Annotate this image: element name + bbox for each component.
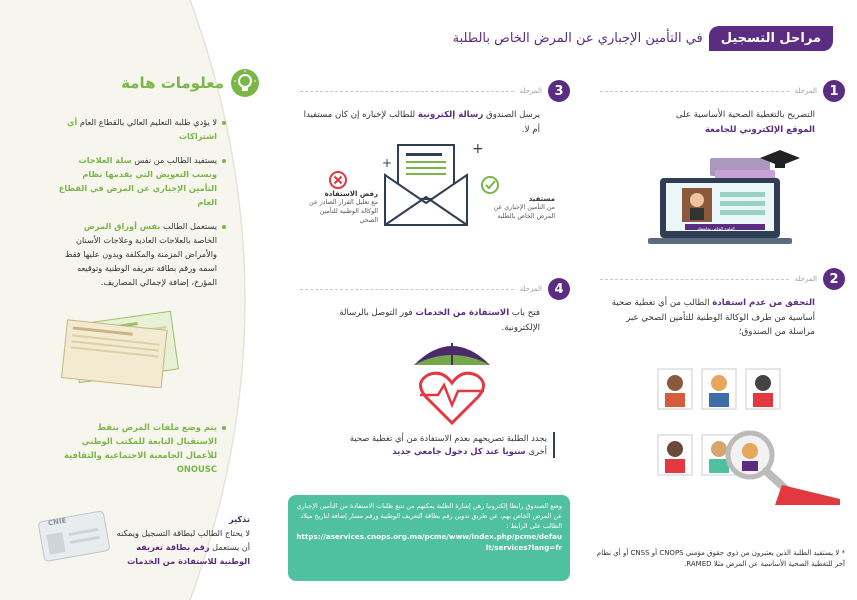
beneficiary-text: من التأمين الإجباري عن المرض الخاص بالطلبة bbox=[493, 204, 555, 220]
header-title: في التأمين الإجباري عن المرض الخاص بالطلبة bbox=[452, 31, 703, 46]
step-3-label: المرحلة bbox=[519, 87, 542, 95]
step-2-label: المرحلة bbox=[794, 275, 817, 283]
step-3-text-after: للطالب لإخباره إن كان مستفيدا أم لا. bbox=[303, 110, 540, 135]
reminder-text: لا يحتاج الطالب لبطاقة التسجيل ويمكنه أن يستعمل bbox=[116, 528, 250, 552]
step-1-number: 1 bbox=[823, 80, 845, 102]
important-item: لا يؤدي طلبة التعليم العالي بالقطاع العام أي اشتراكات bbox=[58, 115, 226, 143]
important-list bbox=[58, 115, 226, 289]
step-3-number: 3 bbox=[548, 80, 570, 102]
refusal-text: مع تعليل القرار الصادر عن الوكالة الوطنية للتأمين الصحي bbox=[309, 199, 378, 224]
step-2-number: 2 bbox=[823, 268, 845, 290]
important-item: يستعمل الطالب نفس أوراق المرض الخاصة بالعلاجات العادية وعلاجات الأسنان والأمراض المزمنة والمكلفة ويدون عليها فقط اسمه ورقم بطاقة تعريفه الوطنية وتوقيعه المؤرخ، إضافة لإجمالي المصاريف. bbox=[58, 219, 226, 289]
step-4-label: المرحلة bbox=[519, 285, 542, 293]
beneficiary-title: مستفيد bbox=[528, 195, 555, 203]
step-4 bbox=[300, 278, 570, 335]
step-2-text: الطالب من أي تغطية صحية أساسية من طرف الوكالة الوطنية للتأمين الصحي عبر مراسلة من الصندوق؛ bbox=[611, 298, 815, 337]
step-4-highlight: الاستفادة من الخدمات bbox=[415, 308, 510, 318]
step-1-label: المرحلة bbox=[794, 87, 817, 95]
step-3-highlight: رسالة إلكترونية bbox=[417, 110, 484, 120]
id-card-icon bbox=[35, 510, 115, 562]
reminder-title: تذكير bbox=[228, 514, 250, 524]
cross-icon bbox=[328, 170, 348, 190]
important-title: معلومات هامة bbox=[121, 74, 224, 92]
step-1 bbox=[600, 80, 845, 137]
page-header bbox=[453, 26, 833, 51]
reminder-highlight: رقم بطاقة تعريفه الوطنية للاستفادة من الخدمات bbox=[127, 542, 250, 566]
medical-forms-illustration bbox=[55, 308, 195, 388]
lightbulb-icon bbox=[230, 68, 260, 98]
refusal-block bbox=[306, 170, 378, 225]
header-badge: مراحل التسجيل bbox=[709, 26, 833, 51]
step-1-highlight: الموقع الإلكتروني للجامعة bbox=[704, 124, 815, 135]
refusal-title: رفض الاستفادة bbox=[324, 190, 378, 198]
step-2 bbox=[600, 268, 845, 340]
step-2-highlight: التحقق من عدم استفادة bbox=[712, 298, 815, 308]
step-3-text-before: يرسل الصندوق bbox=[486, 110, 540, 120]
svg-text:+: + bbox=[472, 141, 484, 157]
annual-text: يجدد الطلبة تصريحهم بعدم الاستفادة من أي تغطية صحية أخرى bbox=[349, 433, 547, 456]
annual-highlight: سنويا عند كل دخول جامعي جديد bbox=[392, 446, 526, 456]
verification-illustration bbox=[650, 365, 850, 505]
important-header bbox=[100, 68, 260, 98]
important-item: يستفيد الطالب من نفس سلة العلاجات ونسب التعويض التي يقدمها نظام التأمين الإجباري عن المرض في القطاع العام bbox=[58, 153, 226, 209]
step-4-number: 4 bbox=[548, 278, 570, 300]
step-1-text: التصريح بالتغطية الصحية الأساسية على bbox=[675, 110, 815, 120]
beneficiary-block bbox=[480, 175, 555, 221]
tracking-info-text: وضع الصندوق رابطا إلكترونيا رهن إشارة الطلبة يمكنهم من تتبع طلبات الاستفادة من التأمين الإجباري عن المرض الخاص بهم، عن طريق تدوين رقم بطاقة التعريف الوطنية ورقم مسار إضافة لتاريخ ميلاد الطالب على الرابط : bbox=[296, 502, 562, 530]
step-3 bbox=[300, 80, 570, 137]
step-4-text-before: فتح باب bbox=[511, 308, 540, 318]
step-4-text-after: فور التوصل بالرسالة الإلكترونية. bbox=[339, 308, 540, 333]
tracking-link[interactable]: https://aservices.cnops.org.ma/pcme/www/index.php/pcme/default/services?lang=fr bbox=[296, 532, 562, 552]
footnote: * لا يستفيد الطلبة الذين يعتبرون من ذوي حقوق مؤمني CNOPS أو CNSS أو أي نظام آخر للتغطية الصحية الأساسية عن المرض مثلا RAMED. bbox=[596, 549, 845, 568]
check-icon bbox=[480, 175, 500, 195]
tracking-info-box bbox=[288, 495, 570, 581]
svg-text:+: + bbox=[382, 156, 393, 170]
laptop-illustration bbox=[640, 148, 820, 248]
id-card-label: CNIE bbox=[47, 516, 67, 528]
reminder-block bbox=[112, 512, 250, 568]
envelope-icon bbox=[380, 135, 490, 230]
important-item: يتم وضع ملفات المرض بنقط الاستقبال التابعة للمكتب الوطني للأعمال الجامعية الاجتماعية والثقافية ONOUSC bbox=[58, 420, 226, 476]
umbrella-heart-icon bbox=[402, 335, 502, 425]
annual-renewal bbox=[330, 432, 555, 458]
laptop-screen-caption: الولوج الخاص بجامعتك bbox=[697, 226, 735, 231]
